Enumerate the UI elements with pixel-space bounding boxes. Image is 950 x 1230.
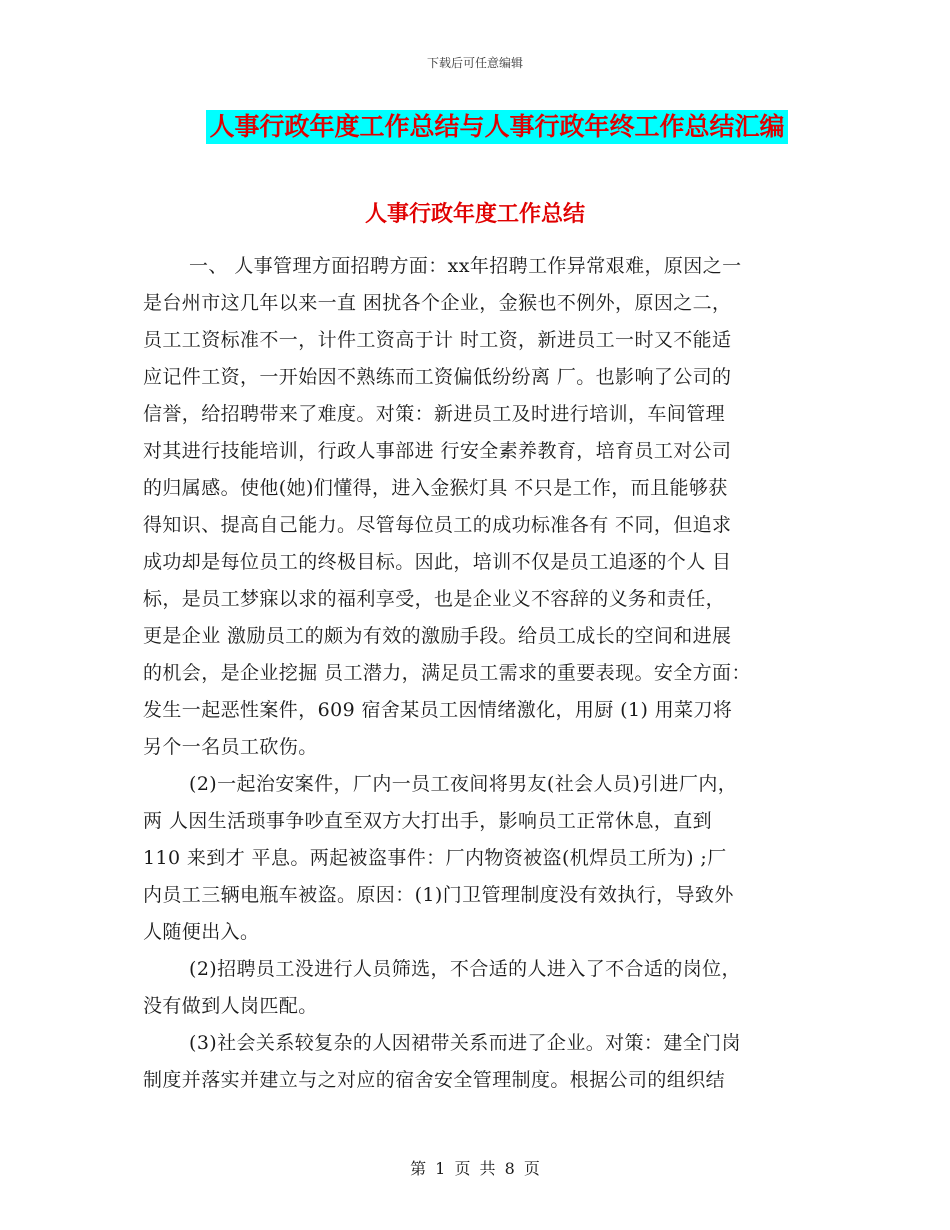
section-title: 人事行政年度工作总结 [364, 202, 585, 227]
text-line: 更是企业 激励员工的颇为有效的激励手段。给员工成长的空间和进展 [143, 625, 732, 647]
text-line: 员工工资标准不一，计件工资高于计 时工资，新进员工一时又不能适 [143, 329, 732, 351]
header-note: 下载后可任意编辑 [426, 56, 523, 70]
text-line: 110 来到才 平息。两起被盗事件：厂内物资被盗(机焊员工所为) ;厂 [143, 847, 727, 869]
text-line: 对其进行技能培训，行政人事部进 行安全素养教育，培育员工对公司 [143, 440, 732, 462]
text-line: 没有做到人岗匹配。 [143, 995, 318, 1017]
main-title-wrapper [0, 110, 950, 144]
text-line: 得知识、提高自己能力。尽管每位员工的成功标准各有 不同，但追求 [143, 514, 732, 536]
page-footer: 第 1 页 共 8 页 [410, 1159, 540, 1178]
text-line: (2)一起治安案件，厂内一员工夜间将男友(社会人员)引进厂内， [189, 773, 738, 795]
text-line: 一、 人事管理方面招聘方面：xx年招聘工作异常艰难，原因之一 [189, 255, 742, 277]
body-text [143, 248, 815, 1099]
text-line: 信誉，给招聘带来了难度。对策：新进员工及时进行培训，车间管理 [143, 403, 726, 425]
text-line: (2)招聘员工没进行人员筛选，不合适的人进入了不合适的岗位， [189, 958, 741, 980]
text-line: (3)社会关系较复杂的人因裙带关系而进了企业。对策：建全门岗 [189, 1032, 741, 1054]
text-line: 标，是员工梦寐以求的福利享受，也是企业义不容辞的义务和责任， [143, 588, 726, 610]
text-line: 内员工三辆电瓶车被盗。原因：(1)门卫管理制度没有效执行，导致外 [143, 884, 734, 906]
text-line: 是台州市这几年以来一直 困扰各个企业，金猴也不例外，原因之二， [143, 292, 732, 314]
text-line: 人随便出入。 [143, 921, 260, 943]
text-line: 发生一起恶性案件，609 宿舍某员工因情绪激化，用厨 (1) 用菜刀将 [143, 699, 733, 721]
main-title: 人事行政年度工作总结与人事行政年终工作总结汇编 [206, 110, 787, 144]
text-line: 的机会，是企业挖掘 员工潜力，满足员工需求的重要表现。安全方面： [143, 662, 751, 684]
text-line: 另个一名员工砍伤。 [143, 736, 318, 758]
text-line: 应记件工资，一开始因不熟练而工资偏低纷纷离 厂。也影响了公司的 [143, 366, 732, 388]
text-line: 成功却是每位员工的终极目标。因此，培训不仅是员工追逐的个人 目 [143, 551, 732, 573]
text-line: 的归属感。使他(她)们懂得，进入金猴灯具 不只是工作，而且能够获 [143, 477, 728, 499]
text-line: 制度并落实并建立与之对应的宿舍安全管理制度。根据公司的组织结 [143, 1069, 726, 1091]
text-line: 两 人因生活琐事争吵直至双方大打出手，影响员工正常休息，直到 [143, 810, 713, 832]
